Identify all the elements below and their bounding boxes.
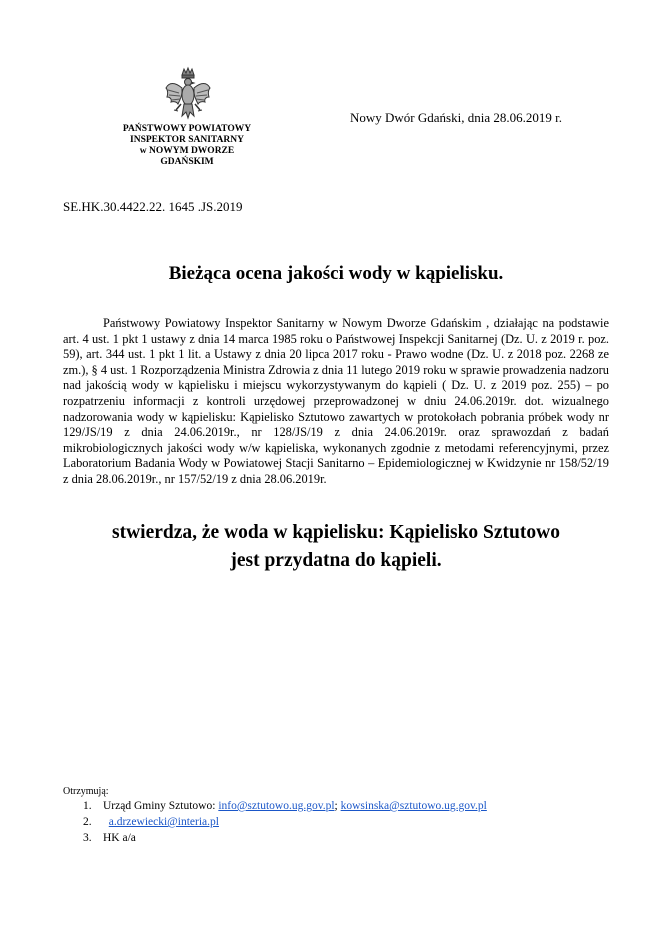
authority-line: PAŃSTWOWY POWIATOWY <box>122 124 252 134</box>
recipients-section <box>63 786 623 846</box>
reference-number: SE.HK.30.4422.22. 1645 .JS.2019 <box>63 199 243 214</box>
eagle-emblem-icon <box>165 66 211 122</box>
recipient-entry <box>103 814 219 830</box>
separator: ; <box>334 800 338 812</box>
body-paragraph-container <box>63 316 609 488</box>
email-link[interactable]: a.drzewiecki@interia.pl <box>108 816 219 828</box>
recipient-name: HK a/a <box>103 832 136 844</box>
recipient-number: 3. <box>83 832 92 844</box>
recipient-item <box>63 798 623 814</box>
issuing-authority <box>108 124 266 168</box>
verdict-line-2: jest przydatna do kąpieli. <box>230 550 442 571</box>
recipient-item <box>63 814 623 830</box>
recipients-label: Otrzymują: <box>63 786 109 797</box>
verdict <box>0 519 672 575</box>
recipient-item <box>63 830 623 846</box>
authority-line: w NOWYM DWORZE <box>139 146 235 156</box>
recipient-number: 2. <box>83 816 92 828</box>
recipient-entry <box>103 798 487 814</box>
place-and-date: Nowy Dwór Gdański, dnia 28.06.2019 r. <box>350 110 562 125</box>
authority-line: INSPEKTOR SANITARNY <box>130 135 244 145</box>
body-paragraph: Państwowy Powiatowy Inspektor Sanitarny w Nowym Dworze Gdańskim , działając na podstawie art. 4 ust. 1 pkt 1 ustawy z dnia 14 marca 1985 roku o Państwowej Inspekcji Sanitarnej (Dz. U. z 2019 r. poz. 59), art. 344 ust. 1 pkt 1 lit. a Ustawy z dnia 20 lipca 2017 roku - Prawo wodne (Dz. U. z 2018 poz. 2268 ze zm.), § 4 ust. 1 Rozporządzenia Ministra Zdrowia z dnia 11 lutego 2019 roku w sprawie prowadzenia nadzoru nad jakością wody w kąpielisku i miejscu wykorzystywanym do kąpieli ( Dz. U. z 2019 poz. 255) – po rozpatrzeniu informacji z kontroli urzędowej przeprowadzonej w dniu 24.06.2019r. dot. wizualnego nadzorowania wody w kąpielisku: Kąpielisko Sztutowo zawartych w protokołach pobrania próbek wody nr 129/JS/19 z dnia 24.06.2019r., nr 128/JS/19 z dnia 24.06.2019r. oraz sprawozdań z badań mikrobiologicznych jakości wody w/w kąpieliska, wykonanych zgodnie z metodami referencyjnymi, przez Laboratorium Badania Wody w Powiatowej Stacji Sanitarno – Epidemiologicznej w Kwidzynie nr 158/52/19 z dnia 28.06.2019r., nr 157/52/19 z dnia 28.06.2019r. <box>63 316 609 486</box>
recipient-number: 1. <box>83 800 92 812</box>
document-title: Bieżąca ocena jakości wody w kąpielisku. <box>168 263 504 284</box>
verdict-line-1: stwierdza, że woda w kąpielisku: Kąpielisko Sztutowo <box>112 522 560 543</box>
authority-line: GDAŃSKIM <box>160 157 214 167</box>
recipient-name: Urząd Gminy Sztutowo: <box>103 800 219 812</box>
email-link[interactable]: info@sztutowo.ug.gov.pl <box>218 800 335 812</box>
email-link[interactable]: kowsinska@sztutowo.ug.gov.pl <box>340 800 487 812</box>
